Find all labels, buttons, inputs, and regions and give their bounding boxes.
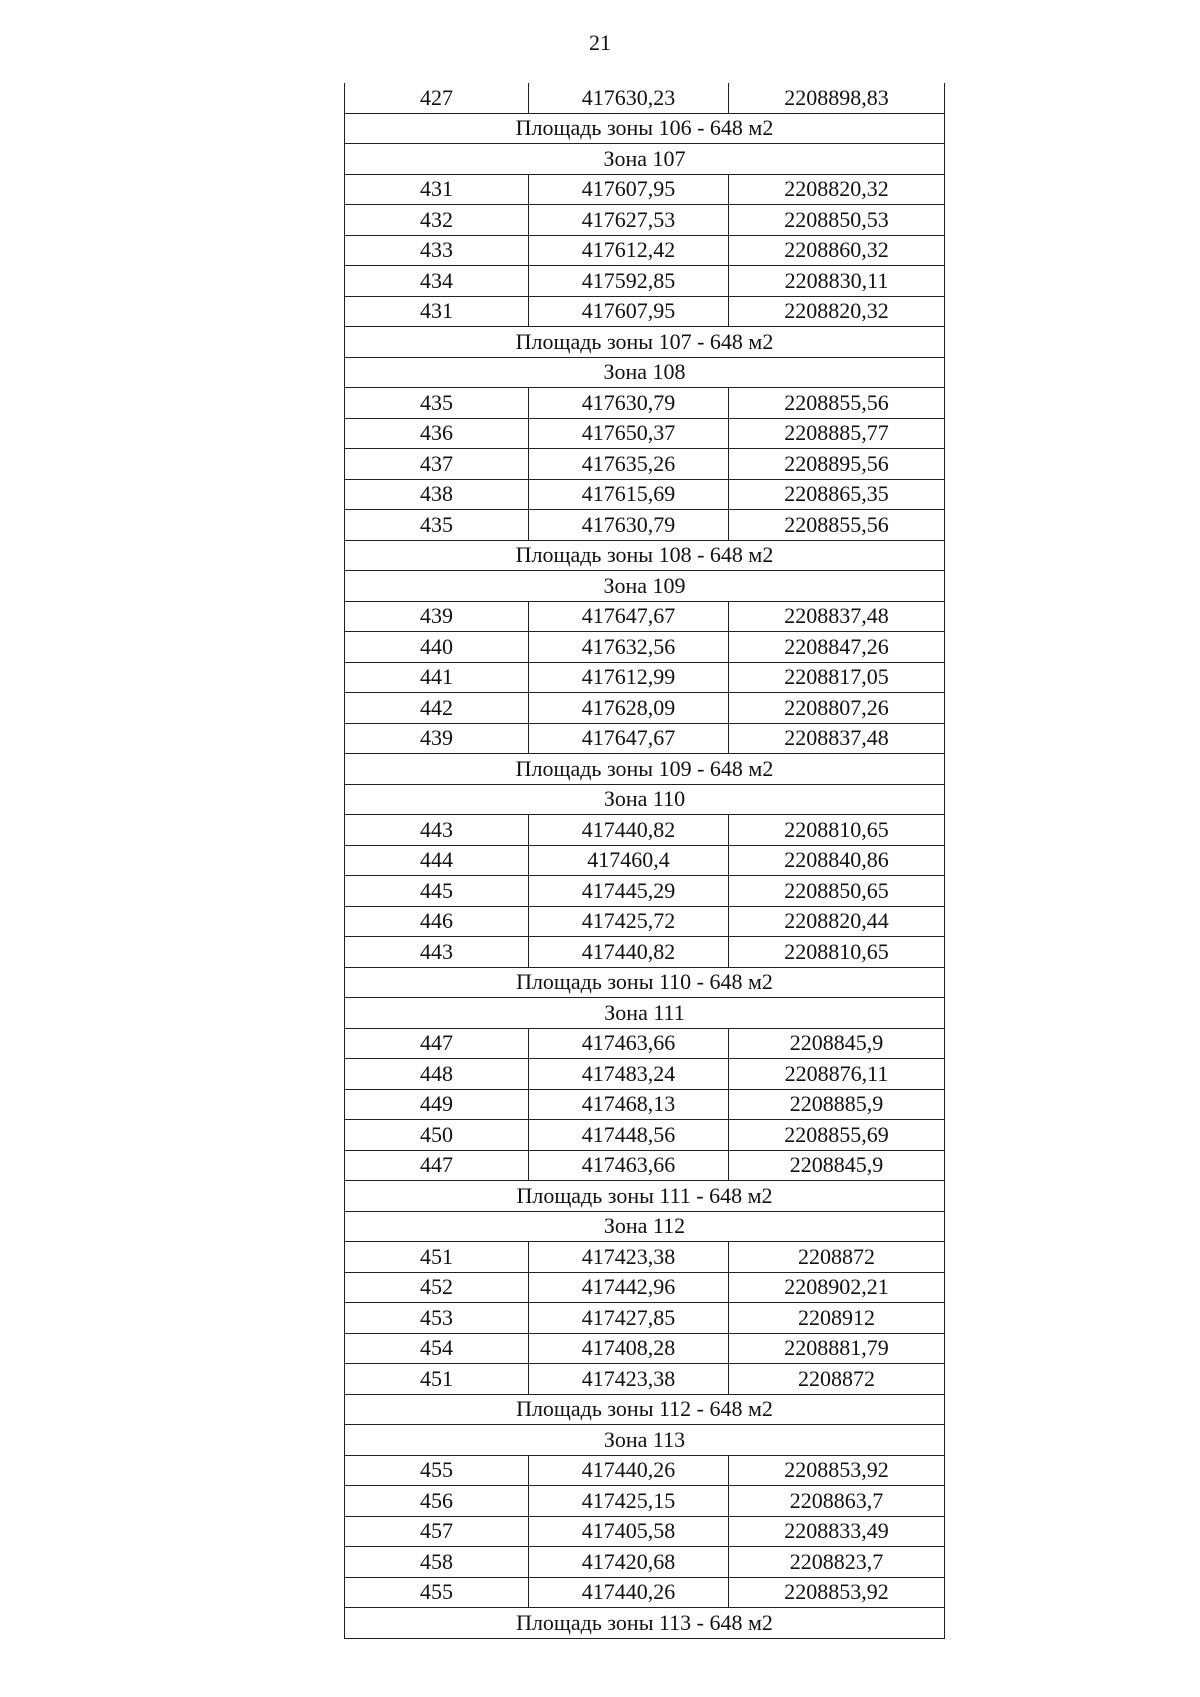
y-coordinate-cell: 2208820,32 <box>729 174 945 205</box>
table-row <box>345 83 945 113</box>
y-coordinate-cell: 2208817,05 <box>729 662 945 693</box>
table-row <box>345 1547 945 1578</box>
point-number-cell: 441 <box>345 662 529 693</box>
zone-title-row <box>345 357 945 388</box>
table-row <box>345 1577 945 1608</box>
y-coordinate-cell: 2208860,32 <box>729 235 945 266</box>
point-number-cell: 455 <box>345 1455 529 1486</box>
y-coordinate-cell: 2208820,44 <box>729 906 945 937</box>
table-row <box>345 479 945 510</box>
zone-area: Площадь зоны 110 - 648 м2 <box>345 967 945 998</box>
x-coordinate-cell: 417592,85 <box>529 266 729 297</box>
point-number-cell: 439 <box>345 723 529 754</box>
y-coordinate-cell: 2208810,65 <box>729 937 945 968</box>
y-coordinate-cell: 2208833,49 <box>729 1516 945 1547</box>
point-number-cell: 447 <box>345 1150 529 1181</box>
y-coordinate-cell: 2208855,56 <box>729 388 945 419</box>
table-row <box>345 906 945 937</box>
table-row <box>345 693 945 724</box>
zone-title-row <box>345 144 945 175</box>
point-number-cell: 456 <box>345 1486 529 1517</box>
x-coordinate-cell: 417463,66 <box>529 1028 729 1059</box>
table-row <box>345 266 945 297</box>
x-coordinate-cell: 417647,67 <box>529 723 729 754</box>
table-row <box>345 1089 945 1120</box>
point-number-cell: 454 <box>345 1333 529 1364</box>
table-row <box>345 937 945 968</box>
table-row <box>345 845 945 876</box>
point-number-cell: 453 <box>345 1303 529 1334</box>
x-coordinate-cell: 417650,37 <box>529 418 729 449</box>
x-coordinate-cell: 417483,24 <box>529 1059 729 1090</box>
y-coordinate-cell: 2208885,9 <box>729 1089 945 1120</box>
zone-area-row <box>345 113 945 144</box>
point-number-cell: 445 <box>345 876 529 907</box>
x-coordinate-cell: 417630,79 <box>529 510 729 541</box>
x-coordinate-cell: 417607,95 <box>529 174 729 205</box>
x-coordinate-cell: 417627,53 <box>529 205 729 236</box>
x-coordinate-cell: 417427,85 <box>529 1303 729 1334</box>
table-row <box>345 1028 945 1059</box>
point-number-cell: 444 <box>345 845 529 876</box>
x-coordinate-cell: 417440,26 <box>529 1577 729 1608</box>
x-coordinate-cell: 417647,67 <box>529 601 729 632</box>
y-coordinate-cell: 2208895,56 <box>729 449 945 480</box>
point-number-cell: 442 <box>345 693 529 724</box>
zone-area: Площадь зоны 109 - 648 м2 <box>345 754 945 785</box>
table-row <box>345 1059 945 1090</box>
point-number-cell: 439 <box>345 601 529 632</box>
y-coordinate-cell: 2208837,48 <box>729 601 945 632</box>
point-number-cell: 443 <box>345 815 529 846</box>
table-row <box>345 815 945 846</box>
x-coordinate-cell: 417440,26 <box>529 1455 729 1486</box>
page-number: 21 <box>589 30 611 55</box>
point-number-cell: 443 <box>345 937 529 968</box>
point-number-cell: 457 <box>345 1516 529 1547</box>
y-coordinate-cell: 2208840,86 <box>729 845 945 876</box>
y-coordinate-cell: 2208853,92 <box>729 1577 945 1608</box>
y-coordinate-cell: 2208847,26 <box>729 632 945 663</box>
zone-area-row <box>345 1394 945 1425</box>
zone-title: Зона 108 <box>345 357 945 388</box>
zone-title-row <box>345 1425 945 1456</box>
table-row <box>345 1486 945 1517</box>
y-coordinate-cell: 2208850,53 <box>729 205 945 236</box>
x-coordinate-cell: 417635,26 <box>529 449 729 480</box>
y-coordinate-cell: 2208810,65 <box>729 815 945 846</box>
table-row <box>345 1333 945 1364</box>
y-coordinate-cell: 2208850,65 <box>729 876 945 907</box>
x-coordinate-cell: 417628,09 <box>529 693 729 724</box>
point-number-cell: 458 <box>345 1547 529 1578</box>
zone-title: Зона 111 <box>345 998 945 1029</box>
table-row <box>345 723 945 754</box>
table-row <box>345 1120 945 1151</box>
y-coordinate-cell: 2208823,7 <box>729 1547 945 1578</box>
y-coordinate-cell: 2208863,7 <box>729 1486 945 1517</box>
point-number-cell: 433 <box>345 235 529 266</box>
zone-area-row <box>345 754 945 785</box>
zone-title: Зона 112 <box>345 1211 945 1242</box>
x-coordinate-cell: 417405,58 <box>529 1516 729 1547</box>
table-row <box>345 1242 945 1273</box>
zone-title: Зона 113 <box>345 1425 945 1456</box>
y-coordinate-cell: 2208855,69 <box>729 1120 945 1151</box>
y-coordinate-cell: 2208837,48 <box>729 723 945 754</box>
x-coordinate-cell: 417420,68 <box>529 1547 729 1578</box>
zone-title-row <box>345 998 945 1029</box>
zone-title-row <box>345 1211 945 1242</box>
point-number-cell: 450 <box>345 1120 529 1151</box>
y-coordinate-cell: 2208876,11 <box>729 1059 945 1090</box>
x-coordinate-cell: 417445,29 <box>529 876 729 907</box>
x-coordinate-cell: 417460,4 <box>529 845 729 876</box>
x-coordinate-cell: 417612,42 <box>529 235 729 266</box>
x-coordinate-cell: 417463,66 <box>529 1150 729 1181</box>
x-coordinate-cell: 417630,23 <box>529 83 729 113</box>
y-coordinate-cell: 2208845,9 <box>729 1028 945 1059</box>
table-row <box>345 1364 945 1395</box>
point-number-cell: 447 <box>345 1028 529 1059</box>
y-coordinate-cell: 2208902,21 <box>729 1272 945 1303</box>
table-row <box>345 388 945 419</box>
zone-area: Площадь зоны 107 - 648 м2 <box>345 327 945 358</box>
zone-title: Зона 110 <box>345 784 945 815</box>
table-row <box>345 1516 945 1547</box>
point-number-cell: 448 <box>345 1059 529 1090</box>
table-row <box>345 662 945 693</box>
x-coordinate-cell: 417448,56 <box>529 1120 729 1151</box>
zone-area-row <box>345 540 945 571</box>
point-number-cell: 440 <box>345 632 529 663</box>
table-row <box>345 510 945 541</box>
y-coordinate-cell: 2208830,11 <box>729 266 945 297</box>
y-coordinate-cell: 2208898,83 <box>729 83 945 113</box>
zone-area: Площадь зоны 111 - 648 м2 <box>345 1181 945 1212</box>
y-coordinate-cell: 2208881,79 <box>729 1333 945 1364</box>
zone-title-row <box>345 784 945 815</box>
point-number-cell: 427 <box>345 83 529 113</box>
point-number-cell: 455 <box>345 1577 529 1608</box>
x-coordinate-cell: 417468,13 <box>529 1089 729 1120</box>
coordinates-table <box>344 83 945 1639</box>
zone-area-row <box>345 1608 945 1639</box>
y-coordinate-cell: 2208885,77 <box>729 418 945 449</box>
y-coordinate-cell: 2208855,56 <box>729 510 945 541</box>
table-row <box>345 632 945 663</box>
point-number-cell: 446 <box>345 906 529 937</box>
point-number-cell: 437 <box>345 449 529 480</box>
x-coordinate-cell: 417440,82 <box>529 815 729 846</box>
table-row <box>345 1272 945 1303</box>
table-row <box>345 235 945 266</box>
zone-area: Площадь зоны 106 - 648 м2 <box>345 113 945 144</box>
zone-title: Зона 109 <box>345 571 945 602</box>
x-coordinate-cell: 417612,99 <box>529 662 729 693</box>
point-number-cell: 432 <box>345 205 529 236</box>
x-coordinate-cell: 417408,28 <box>529 1333 729 1364</box>
coordinates-table-body <box>345 83 945 1638</box>
y-coordinate-cell: 2208912 <box>729 1303 945 1334</box>
x-coordinate-cell: 417632,56 <box>529 632 729 663</box>
table-row <box>345 1303 945 1334</box>
table-row <box>345 601 945 632</box>
y-coordinate-cell: 2208853,92 <box>729 1455 945 1486</box>
point-number-cell: 431 <box>345 174 529 205</box>
point-number-cell: 452 <box>345 1272 529 1303</box>
y-coordinate-cell: 2208872 <box>729 1364 945 1395</box>
point-number-cell: 451 <box>345 1242 529 1273</box>
y-coordinate-cell: 2208807,26 <box>729 693 945 724</box>
table-row <box>345 296 945 327</box>
point-number-cell: 449 <box>345 1089 529 1120</box>
point-number-cell: 435 <box>345 510 529 541</box>
y-coordinate-cell: 2208845,9 <box>729 1150 945 1181</box>
point-number-cell: 451 <box>345 1364 529 1395</box>
zone-area: Площадь зоны 113 - 648 м2 <box>345 1608 945 1639</box>
x-coordinate-cell: 417423,38 <box>529 1364 729 1395</box>
zone-area: Площадь зоны 108 - 648 м2 <box>345 540 945 571</box>
point-number-cell: 435 <box>345 388 529 419</box>
x-coordinate-cell: 417423,38 <box>529 1242 729 1273</box>
x-coordinate-cell: 417630,79 <box>529 388 729 419</box>
zone-title-row <box>345 571 945 602</box>
x-coordinate-cell: 417425,72 <box>529 906 729 937</box>
zone-title: Зона 107 <box>345 144 945 175</box>
point-number-cell: 438 <box>345 479 529 510</box>
table-row <box>345 1455 945 1486</box>
zone-area: Площадь зоны 112 - 648 м2 <box>345 1394 945 1425</box>
zone-area-row <box>345 1181 945 1212</box>
y-coordinate-cell: 2208820,32 <box>729 296 945 327</box>
point-number-cell: 434 <box>345 266 529 297</box>
table-row <box>345 876 945 907</box>
table-row <box>345 418 945 449</box>
point-number-cell: 431 <box>345 296 529 327</box>
x-coordinate-cell: 417440,82 <box>529 937 729 968</box>
point-number-cell: 436 <box>345 418 529 449</box>
table-row <box>345 205 945 236</box>
x-coordinate-cell: 417615,69 <box>529 479 729 510</box>
zone-area-row <box>345 327 945 358</box>
table-row <box>345 1150 945 1181</box>
table-row <box>345 174 945 205</box>
x-coordinate-cell: 417442,96 <box>529 1272 729 1303</box>
x-coordinate-cell: 417607,95 <box>529 296 729 327</box>
y-coordinate-cell: 2208872 <box>729 1242 945 1273</box>
y-coordinate-cell: 2208865,35 <box>729 479 945 510</box>
table-row <box>345 449 945 480</box>
x-coordinate-cell: 417425,15 <box>529 1486 729 1517</box>
zone-area-row <box>345 967 945 998</box>
